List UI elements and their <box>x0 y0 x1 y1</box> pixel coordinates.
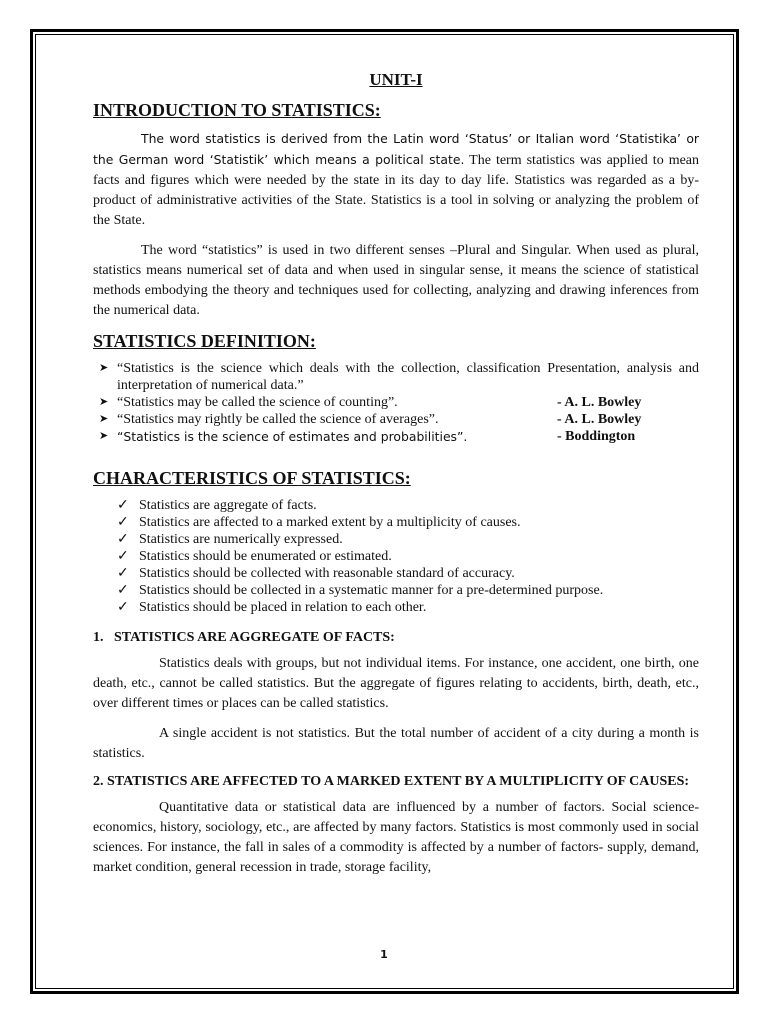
characteristic-item <box>93 514 699 531</box>
intro-paragraph-1 <box>93 129 699 231</box>
arrow-bullet-icon: ➤ <box>99 430 109 442</box>
intro-paragraph-1-part2: The term statistics was applied to mean facts and figures which were needed by the state in its day to day life. Statistics was regarded as a by-product of administrative activities of the State. Statistics is a tool in solving or analyzing the problem of the State. <box>93 153 700 228</box>
characteristic-text: Statistics should be collected in a systematic manner for a pre-determined purpose. <box>139 583 604 598</box>
characteristic-item <box>93 599 699 616</box>
section-2-paragraph-1-text: Quantitative data or statistical data are influenced by a number of factors. Social science- economics, history, sociology, etc., are affected by many factors. Statistics is most commonly used in social sciences. For instance, the fall in sales of a commodity is affected by a number of factors- supply, demand, market condition, general recession in trade, storage facility, <box>93 800 699 875</box>
characteristics-list <box>93 497 699 616</box>
section-2-paragraph-1 <box>93 798 699 878</box>
arrow-bullet-icon: ➤ <box>99 413 109 425</box>
definition-item <box>93 411 699 428</box>
section-2-heading: 2. STATISTICS ARE AFFECTED TO A MARKED EXTENT BY A MULTIPLICITY OF CAUSES: <box>93 774 690 789</box>
document-page <box>93 70 699 888</box>
characteristics-heading: CHARACTERISTICS OF STATISTICS: <box>93 468 411 488</box>
intro-heading: INTRODUCTION TO STATISTICS: <box>93 100 381 120</box>
checkmark-icon: ✓ <box>117 549 129 564</box>
definition-item <box>93 394 699 411</box>
intro-paragraph-2-text: The word “statistics” is used in two different senses –Plural and Singular. When used as plural, statistics means numerical set of data and when used in singular sense, it means the science of statistical methods embodying the theory and techniques used for collecting, analyzing and drawing inferences from the numerical data. <box>93 243 699 318</box>
definition-text: “Statistics is the science which deals with the collection, classification Presentation, analysis and interpretation of numerical data.” <box>117 361 699 393</box>
section-1-paragraph-1-text: Statistics deals with groups, but not individual items. For instance, one accident, one birth, one death, etc., cannot be called statistics. But the aggregate of figures relating to accidents, birth, death, etc., over different times or places can be called statistics. <box>93 656 699 711</box>
section-1-paragraph-1 <box>93 654 699 714</box>
characteristic-item <box>93 565 699 582</box>
arrow-bullet-icon: ➤ <box>99 362 109 374</box>
definition-author: - A. L. Bowley <box>557 412 642 427</box>
characteristic-item <box>93 531 699 548</box>
characteristic-text: Statistics are affected to a marked extent by a multiplicity of causes. <box>139 515 521 530</box>
definition-author: - Boddington <box>557 429 636 444</box>
characteristic-text: Statistics are numerically expressed. <box>139 532 343 547</box>
unit-title: UNIT-I <box>369 70 423 89</box>
section-1-paragraph-2-text: A single accident is not statistics. But the total number of accident of a city during a month is statistics. <box>93 726 699 761</box>
characteristic-item <box>93 497 699 514</box>
checkmark-icon: ✓ <box>117 600 129 615</box>
section-1-heading: 1. STATISTICS ARE AGGREGATE OF FACTS: <box>93 630 395 645</box>
checkmark-icon: ✓ <box>117 515 129 530</box>
definition-text: “Statistics may be called the science of counting”. <box>117 395 398 410</box>
characteristic-text: Statistics should be collected with reasonable standard of accuracy. <box>139 566 515 581</box>
characteristic-item <box>93 582 699 599</box>
characteristic-text: Statistics should be enumerated or estimated. <box>139 549 392 564</box>
definition-author: - A. L. Bowley <box>557 395 642 410</box>
definition-item <box>93 360 699 394</box>
intro-paragraph-1-part1: The word statistics is derived from the Latin word ‘Status’ or Italian word ‘Statistika’ or the German word ‘Statistik’ which means a political state. <box>93 131 699 167</box>
characteristic-text: Statistics are aggregate of facts. <box>139 498 317 513</box>
characteristic-text: Statistics should be placed in relation to each other. <box>139 600 427 615</box>
checkmark-icon: ✓ <box>117 583 129 598</box>
definition-text: “Statistics is the science of estimates and probabilities”. <box>117 429 468 444</box>
definition-item <box>93 428 699 446</box>
definition-text: “Statistics may rightly be called the science of averages”. <box>117 412 439 427</box>
checkmark-icon: ✓ <box>117 532 129 547</box>
checkmark-icon: ✓ <box>117 498 129 513</box>
definition-heading: STATISTICS DEFINITION: <box>93 331 316 351</box>
intro-paragraph-2 <box>93 241 699 321</box>
definition-list <box>93 360 699 446</box>
characteristic-item <box>93 548 699 565</box>
checkmark-icon: ✓ <box>117 566 129 581</box>
page-number: 1 <box>380 948 388 961</box>
arrow-bullet-icon: ➤ <box>99 396 109 408</box>
section-1-paragraph-2 <box>93 724 699 764</box>
